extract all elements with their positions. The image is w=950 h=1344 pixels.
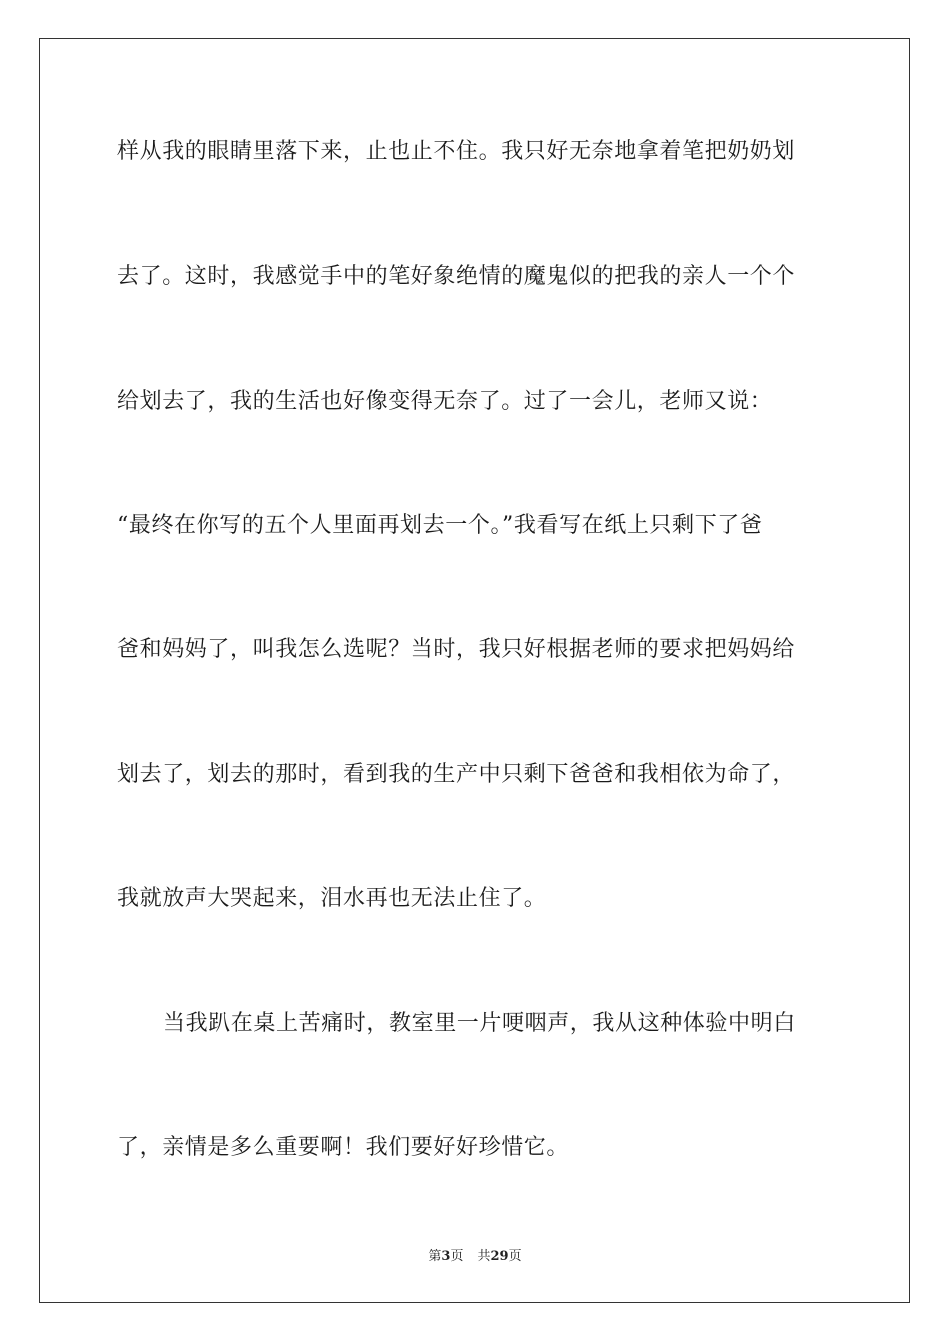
total-pages: 29 (490, 1249, 509, 1264)
page-suffix: 页 (450, 1249, 464, 1264)
text-line-9: 了，亲情是多么重要啊！我们要好好珍惜它。 (117, 1135, 570, 1160)
text-line-8: 当我趴在桌上苦痛时，教室里一片哽咽声，我从这种体验中明白 (163, 1011, 796, 1036)
page-border (39, 38, 910, 1303)
text-line-7: 我就放声大哭起来，泪水再也无法止住了。 (117, 886, 547, 911)
text-line-6: 划去了，划去的那时，看到我的生产中只剩下爸爸和我相依为命了， (117, 762, 796, 787)
text-line-4: “最终在你写的五个人里面再划去一个。”我看写在纸上只剩下了爸 (117, 513, 763, 538)
page-prefix: 第 (428, 1249, 442, 1264)
text-line-3: 给划去了，我的生活也好像变得无奈了。过了一会儿，老师又说： (117, 389, 773, 414)
text-line-5: 爸和妈妈了，叫我怎么选呢？当时，我只好根据老师的要求把妈妈给 (117, 637, 796, 662)
page-footer (0, 1248, 950, 1266)
total-prefix: 共 (477, 1249, 491, 1264)
text-line-2: 去了。这时，我感觉手中的笔好象绝情的魔鬼似的把我的亲人一个个 (117, 264, 796, 289)
text-line-1: 样从我的眼睛里落下来，止也止不住。我只好无奈地拿着笔把奶奶划 (117, 139, 796, 164)
page-number: 3 (441, 1249, 451, 1264)
total-suffix: 页 (508, 1249, 522, 1264)
